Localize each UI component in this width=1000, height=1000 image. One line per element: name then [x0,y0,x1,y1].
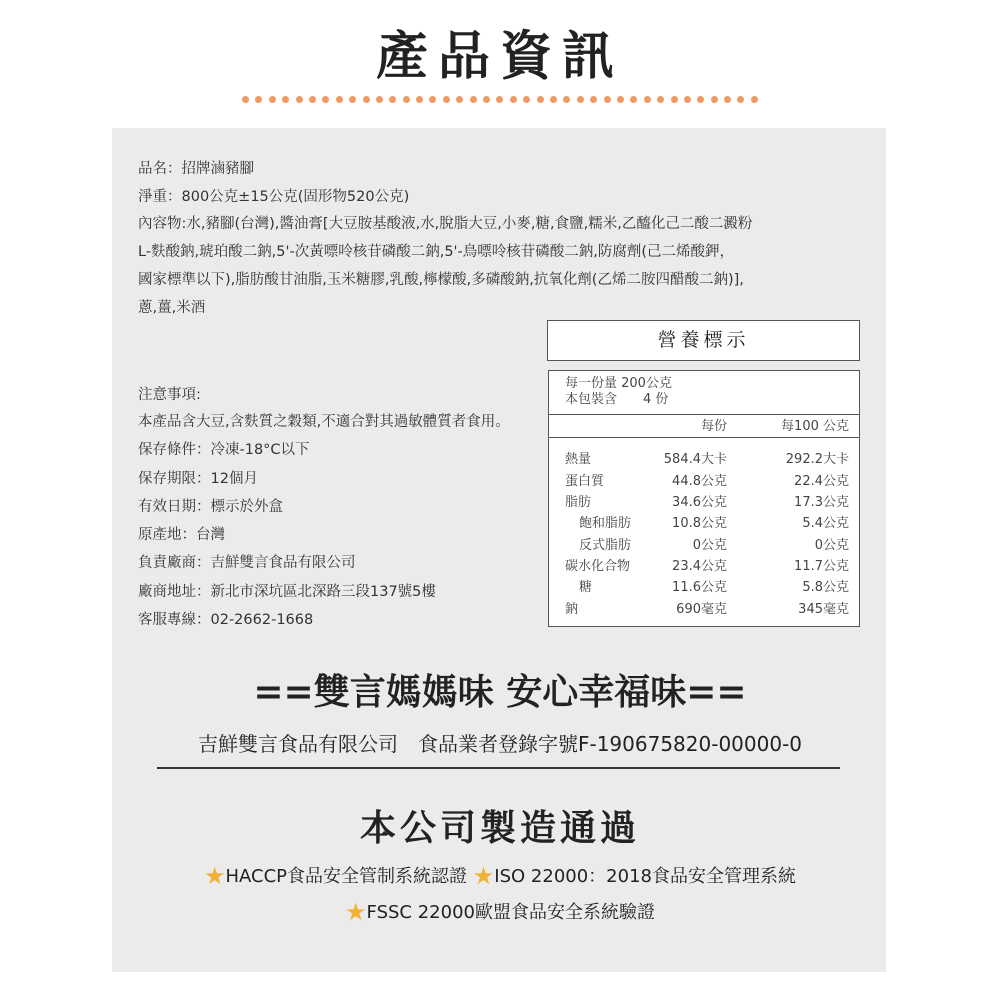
product-name: 品名：招牌滷豬腳 [138,161,254,177]
dot [349,96,356,103]
ingredients-line: 蔥,薑,米酒 [138,300,206,316]
slogan: ==雙言媽媽味 安心幸福味== [253,671,747,713]
dot [671,96,678,103]
per-100g-value: 5.4公克 [802,516,849,531]
column-header [549,417,859,437]
address: 廠商地址：新北市深坑區北深路三段137號5樓 [138,584,436,600]
per-serving-value: 690毫克 [676,602,727,617]
cert-line [0,898,1000,926]
dot [269,96,276,103]
manufacturer: 負責廠商：吉鮮雙言食品有限公司 [138,555,356,571]
storage-condition: 保存條件：冷凍-18°C以下 [138,442,310,458]
notes-heading: 注意事項: [138,387,201,403]
per-100g-value: 345毫克 [798,602,849,617]
allergen-note: 本產品含大豆,含麩質之穀類,不適合對其過敏體質者食用。 [138,414,510,430]
per-serving-value: 44.8公克 [672,474,727,489]
dot [510,96,517,103]
dot [711,96,718,103]
cert-fssc: FSSC 22000歐盟食品安全系統驗證 [366,902,655,923]
per-100g-value: 17.3公克 [794,495,849,510]
nutrient-name: 反式脂肪 [579,538,632,553]
dot [296,96,303,103]
star-icon: ★ [472,862,495,890]
per-serving-value: 584.4大卡 [663,452,727,467]
nutrition-row [549,600,859,620]
dot [429,96,436,103]
dot [697,96,704,103]
dot [523,96,530,103]
col-per-serving: 每份 [700,419,727,434]
expiry-date: 有效日期：標示於外盒 [138,499,283,515]
per-100g-value: 292.2大卡 [785,452,849,467]
page-title: 產品資訊 [375,26,624,87]
per-100g-value: 11.7公克 [794,559,849,574]
dot [403,96,410,103]
dot [737,96,744,103]
nutrition-title: 營養標示 [547,320,860,361]
dot [322,96,329,103]
dot [456,96,463,103]
ingredients-line: 國家標準以下),脂肪酸甘油脂,玉米糖膠,乳酸,檸檬酸,多磷酸鈉,抗氧化劑(乙烯二胺四醋酸二鈉)], [138,272,744,288]
dot [376,96,383,103]
nutrient-name: 鈉 [565,602,579,617]
divider [157,767,840,769]
nutrient-name: 碳水化合物 [565,559,631,574]
dot [563,96,570,103]
nutrition-row [549,557,859,577]
cert-haccp: HACCP食品安全管制系統認證 [225,866,468,887]
dot [496,96,503,103]
dot [470,96,477,103]
nutrient-name: 蛋白質 [565,474,605,489]
dot [644,96,651,103]
cert-line [0,862,1000,890]
nutrient-name: 脂肪 [565,495,592,510]
star-icon: ★ [204,862,226,890]
dot [483,96,490,103]
dot [617,96,624,103]
dot [550,96,557,103]
net-weight: 淨重：800公克±15公克(固形物520公克) [138,189,410,205]
nutrition-row [549,578,859,598]
nutrition-row [549,450,859,470]
dot [443,96,450,103]
dot [577,96,584,103]
ingredients-line: 內容物:水,豬腳(台灣),醬油膏[大豆胺基酸液,水,脫脂大豆,小麥,糖,食鹽,糯米,乙醯化己二酸二澱粉 [138,216,753,232]
shelf-life: 保存期限：12個月 [138,471,258,487]
divider [549,437,859,438]
divider [549,414,859,415]
dot [657,96,664,103]
cert-iso: ISO 22000：2018食品安全管理系統 [494,866,796,887]
star-icon: ★ [345,898,367,926]
dot [724,96,731,103]
per-serving-value: 11.6公克 [672,580,727,595]
dot [363,96,370,103]
per-serving-value: 23.4公克 [672,559,727,574]
dot [590,96,597,103]
nutrition-row [549,536,859,556]
dot [242,96,249,103]
nutrition-row [549,493,859,513]
dot [751,96,758,103]
dot [604,96,611,103]
ingredients-line: L-麩酸鈉,琥珀酸二鈉,5'-次黃嘌呤核苷磷酸二鈉,5'-鳥嘌呤核苷磷酸二鈉,防腐劑(己二烯酸鉀， [138,244,735,260]
dot [309,96,316,103]
servings-per-pack: 本包裝含 4 份 [565,392,669,407]
dot [416,96,423,103]
nutrient-name: 飽和脂肪 [579,516,632,531]
col-per-100g: 每100 公克 [781,419,849,434]
per-100g-value: 5.8公克 [802,580,849,595]
per-serving-value: 0公克 [692,538,727,553]
dot [282,96,289,103]
dot [336,96,343,103]
dot [684,96,691,103]
serving-size: 每一份量 200公克 [565,376,672,391]
nutrient-name: 糖 [579,580,593,595]
dot [389,96,396,103]
per-100g-value: 0公克 [814,538,849,553]
origin: 原產地：台灣 [138,527,225,543]
per-100g-value: 22.4公克 [794,474,849,489]
dotted-divider [242,96,758,104]
nutrition-row [549,472,859,492]
company-registration: 吉鮮雙言食品有限公司 食品業者登錄字號F-190675820-00000-0 [197,732,803,756]
cert-title: 本公司製造通過 [359,807,640,849]
dot [630,96,637,103]
nutrition-table [548,370,860,627]
dot [537,96,544,103]
nutrition-row [549,514,859,534]
nutrient-name: 熱量 [565,452,592,467]
service-hotline: 客服專線：02-2662-1668 [138,612,314,628]
per-serving-value: 34.6公克 [672,495,727,510]
dot [255,96,262,103]
per-serving-value: 10.8公克 [672,516,727,531]
